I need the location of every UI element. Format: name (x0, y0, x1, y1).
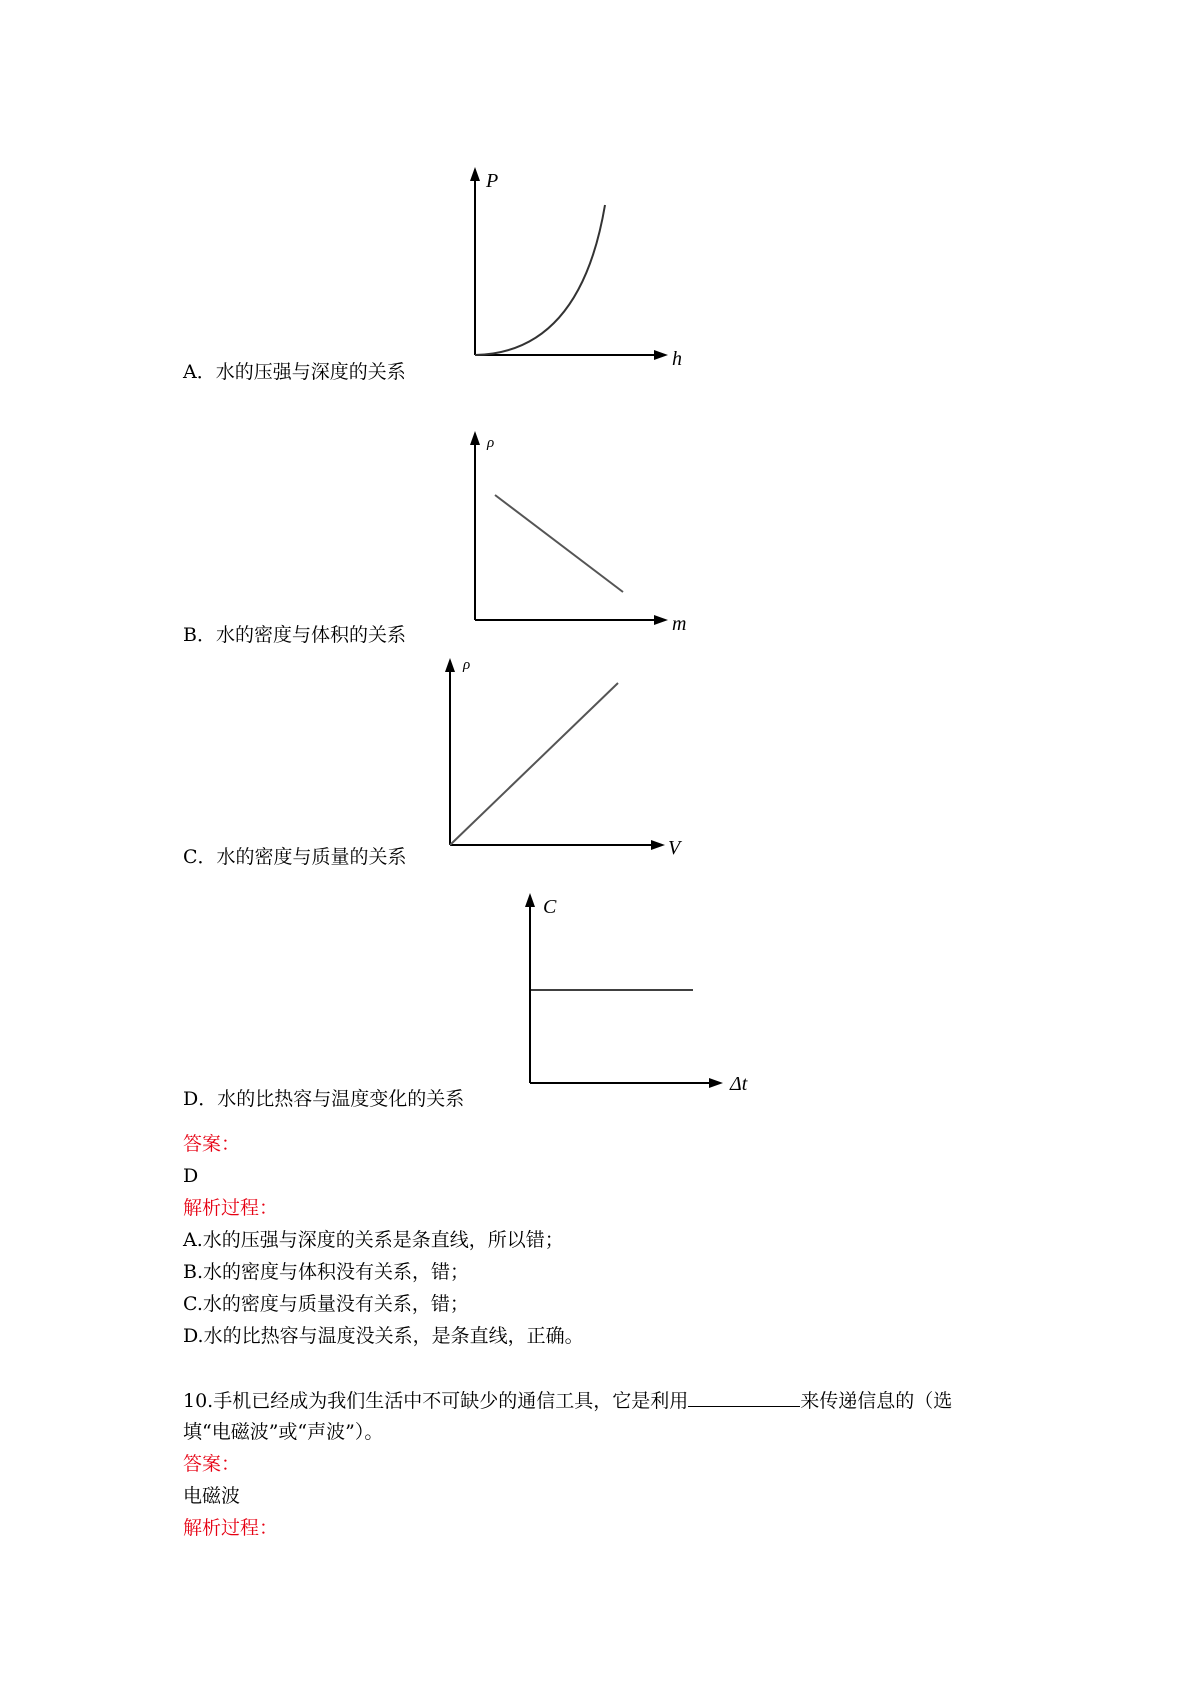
graph-a-y-arrow (470, 167, 480, 181)
graph-d-x-label: Δt (730, 1073, 748, 1095)
graph-d-x-arrow (709, 1078, 723, 1088)
graph-a-y-label: P (486, 170, 499, 192)
graph-b-x-label: m (672, 613, 687, 635)
fill-in-blank[interactable] (688, 1388, 800, 1407)
graph-c-y-label: ρ (463, 657, 471, 673)
q10-answer-label: 答案： (183, 1453, 241, 1475)
graph-d-y-label: C (543, 896, 557, 918)
q10-answer-value: 电磁波 (183, 1485, 241, 1507)
question-10-text-after: 来传递信息的（选 (800, 1390, 953, 1412)
graph-b-line (495, 495, 623, 592)
q10-analysis-label: 解析过程： (183, 1517, 279, 1539)
analysis-label: 解析过程： (183, 1197, 279, 1219)
analysis-line-a: A.水的压强与深度的关系是条直线，所以错； (183, 1229, 564, 1251)
graph-a-curve (475, 205, 605, 355)
question-10-text-before: 10.手机已经成为我们生活中不可缺少的通信工具，它是利用 (183, 1390, 689, 1412)
question-10-line-2: 填“电磁波”或“声波”）。 (183, 1421, 384, 1443)
graph-a (440, 165, 700, 370)
analysis-line-d: D.水的比热容与温度没关系，是条直线，正确。 (183, 1325, 584, 1347)
graph-c-line (450, 683, 618, 845)
graph-c (415, 655, 695, 865)
option-a-label: A．水的压强与深度的关系 (183, 361, 406, 383)
graph-a-x-arrow (654, 350, 668, 360)
graph-c-x-label: V (668, 837, 681, 859)
graph-b-y-label: ρ (487, 435, 495, 451)
answer-label: 答案： (183, 1133, 241, 1155)
graph-a-x-label: h (672, 348, 682, 370)
option-c-label: C．水的密度与质量的关系 (183, 846, 407, 868)
graph-d (495, 890, 785, 1100)
graph-d-y-arrow (525, 893, 535, 907)
graph-c-x-arrow (651, 840, 665, 850)
graph-b-y-arrow (470, 431, 480, 445)
answer-value: D (183, 1165, 199, 1187)
question-10-line-1 (183, 1388, 952, 1413)
analysis-line-c: C.水的密度与质量没有关系，错； (183, 1293, 469, 1315)
option-d-label: D．水的比热容与温度变化的关系 (183, 1088, 465, 1110)
analysis-line-b: B.水的密度与体积没有关系，错； (183, 1261, 470, 1283)
graph-b-x-arrow (654, 615, 668, 625)
graph-b (440, 430, 700, 635)
option-b-label: B．水的密度与体积的关系 (183, 624, 406, 646)
graph-c-y-arrow (445, 658, 455, 672)
